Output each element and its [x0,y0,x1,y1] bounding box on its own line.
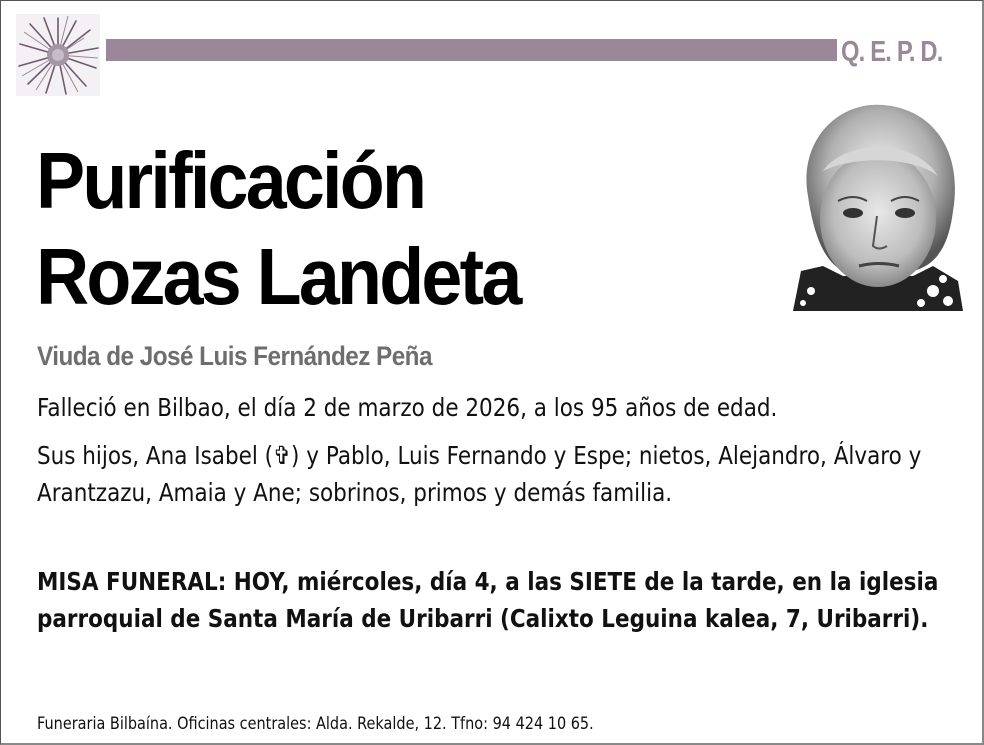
deceased-name [36,133,520,325]
thistle-flower-icon [16,14,100,96]
family-list: Sus hijos, Ana Isabel (✞) y Pablo, Luis Fernando y Espe; nietos, Alejandro, Álvaro y Arantzazu, Amaia y Ane; sobrinos, primos y demás familia. [37,441,922,507]
widow-of-subtitle: Viuda de José Luis Fernández Peña [37,341,432,371]
qepd-label: Q. E. P. D. [841,36,943,68]
funeral-mass-info: MISA FUNERAL: HOY, miércoles, día 4, a las SIETE de la tarde, en la iglesia parroquial de Santa María de Uribarri (Calixto Leguina kalea, 7, Uribarri). [37,567,939,633]
death-notice: Falleció en Bilbao, el día 2 de marzo de 2026, a los 95 años de edad. [37,393,778,422]
first-name: Purificación [36,136,425,225]
funeral-home-footer: Funeraria Bilbaína. Oficinas centrales: Alda. Rekalde, 12. Tfno: 94 424 10 65. [37,714,594,734]
surnames: Rozas Landeta [36,232,520,321]
portrait-photo [793,101,963,311]
header-rule-bar [106,39,837,61]
